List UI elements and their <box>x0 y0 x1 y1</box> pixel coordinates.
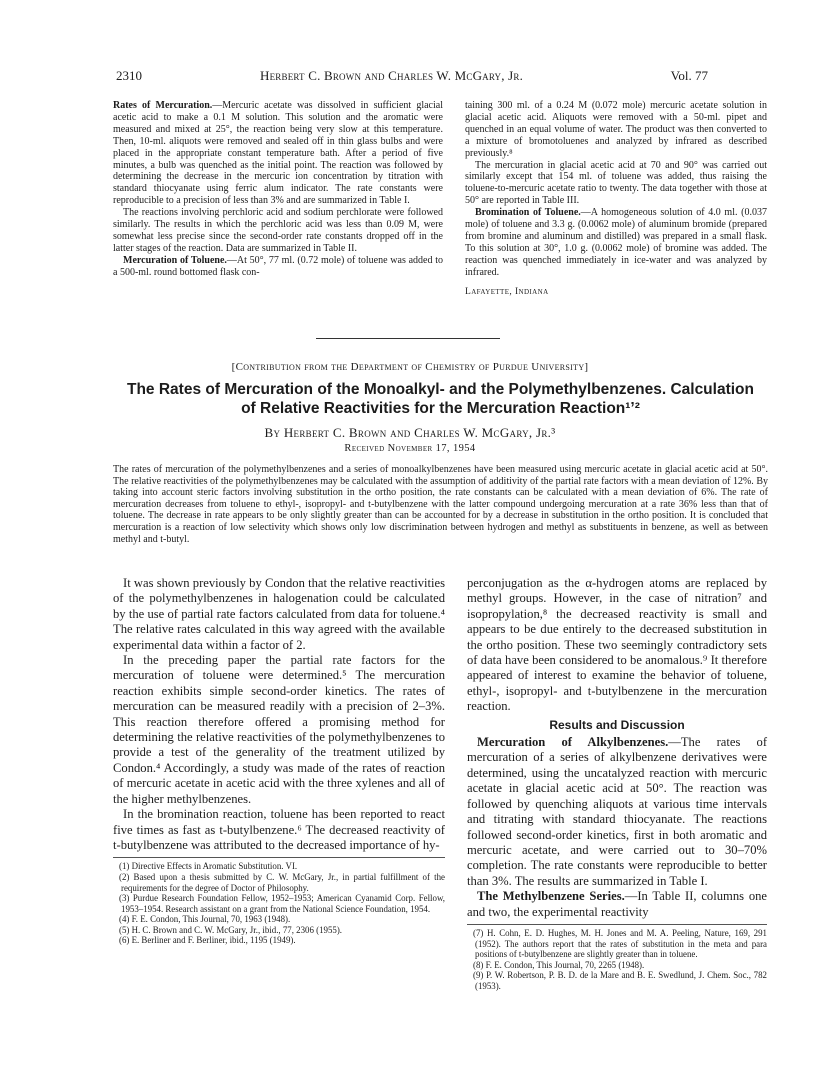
run-in-heading: Rates of Mercuration. <box>113 100 213 111</box>
paragraph <box>467 889 767 920</box>
paragraph-text: —The rates of mercuration of a series of alkylbenzene derivatives were determined, using the uncatalyzed reaction with mercuric acetate in glacial acetic acid at 50°. The reaction was followed by quenching aliquots at various time intervals and titrating with standard thiocyanate. The reactions followed second-order kinetics, first in both aromatic and mercuric acetate, and were carried out to 30–70% completion. The rate constants were reproducible to better than 3%. The results are summarized in Table I. <box>467 735 768 888</box>
previous-article-right-column <box>465 100 767 299</box>
footnote: (8) F. E. Condon, This Journal, 70, 2265 (1948). <box>473 959 645 970</box>
article-title-line: The Rates of Mercuration of the Monoalkyl- and the Polymethylbenzenes. Calculation <box>127 381 754 398</box>
footnote: (2) Based upon a thesis submitted by C. W. McGary, Jr., in partial fulfillment of the requirements for the degree of Doctor of Philosophy. <box>119 871 445 893</box>
paragraph-text: —Mercuric acetate was dissolved in sufficient glacial acetic acid to make a 0.1 M solution. This solution and the aromatic were measured and mixed at 25°, the reaction being very slow at this temperature. Then, 10-ml. aliquots were removed and sealed off in thin glass bulbs and were placed in the appropriate constant temperature bath. After a period of five minutes, a bulb was quenched as the initial point. The reaction was followed by determining the decrease in the mercuric ion concentration by titration with standard thiocyanate using ferric alum indicator. The rate constants were reproducible to a precision of less than 3% and are summarized in Table I. <box>113 100 443 207</box>
paragraph <box>465 160 767 208</box>
paragraph: In the preceding paper the partial rate factors for the mercuration of toluene were determined.⁵ The mercuration reaction exhibits simple second-order kinetics. The rates of mercuration can be measured readily with a precision of 2–3%. This reaction therefore offered a promising method for determining the relative reactivities of the polymethylbenzenes to provide a test of the generality of the treatment utilized by Condon.⁴ Accordingly, a study was made of the rates of reaction of mercuric acetate in acetic acid with the three xylenes and all of the higher methylbenzenes. <box>113 653 445 806</box>
section-divider <box>316 338 500 339</box>
paragraph: In the bromination reaction, toluene has been reported to react five times as fast as t-butylbenzene.⁶ The decreased reactivity of t-butylbenzene was attributed to the decreased importance of hy- <box>113 807 445 852</box>
paragraph-text: The reactions involving perchloric acid and sodium perchlorate were followed similarly. The results in which the perchloric acid was less than 0.09 M, were somewhat less precise since the second-order rate constants dropped off in the latter stages of the reaction. Data are summarized in Table II. <box>113 207 443 254</box>
paragraph <box>113 255 443 279</box>
previous-article-left-column <box>113 100 443 279</box>
footnote-rule <box>467 924 767 925</box>
footnote: (5) H. C. Brown and C. W. McGary, Jr., ibid., 77, 2306 (1955). <box>119 924 343 935</box>
paragraph-text: —In Table II, columns one and two, the experimental reactivity <box>467 889 768 919</box>
body-right-column <box>467 576 767 992</box>
article-title <box>113 380 768 418</box>
footnote: (6) E. Berliner and F. Berliner, ibid., 1195 (1949). <box>119 935 296 946</box>
paragraph-text: The mercuration in glacial acetic acid at 70 and 90° was carried out similarly except that 154 ml. of toluene was added, thus raising the toluene-to-mercuric acetate ratio to twenty. The data together with those at 50° are reported in Table III. <box>465 159 767 207</box>
author-affiliation: Lafayette, Indiana <box>465 286 549 297</box>
running-header-authors: Herbert C. Brown and Charles W. McGary, Jr. <box>260 68 524 83</box>
footnote: (4) F. E. Condon, This Journal, 70, 1963 (1948). <box>119 914 291 925</box>
footnotes-right <box>467 928 767 992</box>
footnotes-left <box>113 861 445 946</box>
section-heading: Results and Discussion <box>549 717 685 732</box>
run-in-heading: Mercuration of Toluene. <box>123 254 227 266</box>
abstract: The rates of mercuration of the polymethylbenzenes and a series of monoalkylbenzenes have been measured using mercuric acetate in glacial acetic acid at 50°. The relative reactivities of the polymethylbenzenes may be calculated with the assumption of additivity of the partial rate factors with a mean deviation of 12%. By taking into account steric factors involving substitution in the ortho position, the rate constants can be calculated with a mean deviation of 6%. The rate of mercuration decreases from toluene to ethyl-, isopropyl- and t-butylbenzene with the latter compound undergoing mercuration at a rate 36% less than that of toluene. The decrease in rate appears to be only slightly greater than can be accounted for by a decrease in substitution in the ortho position. It is concluded that mercuration is a reaction of low selectivity which shows only low discrimination between hydrogen and methyl as substituents in benzene, as well as between methyl and t-butyl. <box>113 464 768 545</box>
article-title-line: of Relative Reactivities for the Mercuration Reaction¹ʼ² <box>241 400 640 417</box>
footnote-rule <box>113 857 445 858</box>
contribution-line: [Contribution from the Department of Chemistry of Purdue University] <box>231 361 589 373</box>
footnote: (1) Directive Effects in Aromatic Substitution. VI. <box>119 861 298 872</box>
page-number: 2310 <box>116 68 142 83</box>
byline: By Herbert C. Brown and Charles W. McGary, Jr.³ <box>264 425 556 440</box>
volume-label: Vol. 77 <box>670 68 708 83</box>
paragraph-text: —At 50°, 77 ml. (0.72 mole) of toluene was added to a 500-ml. round bottomed flask con- <box>113 254 443 278</box>
footnote: (3) Purdue Research Foundation Fellow, 1952–1953; American Cyanamid Corp. Fellow, 1953–1954. Research assistant on a grant from the National Science Foundation, 1954. <box>119 893 445 914</box>
paragraph <box>465 207 767 278</box>
run-in-heading: The Methylbenzene Series. <box>477 889 625 904</box>
paragraph-text: —A homogeneous solution of 4.0 ml. (0.037 mole) of toluene and 3.3 g. (0.0062 mole) of aluminum bromide (prepared from bromine and aluminum and distilled) was prepared in a small flask. To this solution at 30°, 1.0 g. (0.0062 mole) of bromine was added. The reaction was quenched immediately in ice-water and was analyzed by infrared. <box>465 207 767 278</box>
received-date: Received November 17, 1954 <box>344 443 476 454</box>
paragraph <box>467 735 767 889</box>
body-left-column <box>113 576 445 946</box>
footnote: (7) H. Cohn, E. D. Hughes, M. H. Jones and M. A. Peeling, Nature, 169, 291 (1952). The authors report that the rates of substitution in the meta and para positions of t-butylbenzene are slightly greater than in toluene. <box>473 927 767 960</box>
paragraph <box>465 100 767 160</box>
paragraph <box>113 100 443 207</box>
paragraph: perconjugation as the α-hydrogen atoms are replaced by methyl groups. However, in the case of nitration⁷ and isopropylation,⁸ the decreased reactivity is small and appears to be due entirely to the decreased substitution in the ortho position. These two seemingly contradictory sets of data have been considered to be anomalous.⁹ It therefore appeared of interest to examine the behavior of toluene, ethyl-, isopropyl- and t-butylbenzene in the mercuration reaction. <box>467 576 767 714</box>
paragraph: It was shown previously by Condon that the relative reactivities of the polymethylbenzenes in halogenation could be calculated by the use of partial rate factors calculated from data for toluene.⁴ The relative rates calculated in this way agreed with the available experimental data within a factor of 2. <box>113 576 445 652</box>
paragraph-text: taining 300 ml. of a 0.24 M (0.072 mole) mercuric acetate solution in glacial acetic acid. Aliquots were removed with a 50-ml. pipet and quenched in an equal volume of water. The product was then converted to a mixture of bromotoluenes and analyzed by infrared as described previously.⁸ <box>465 100 767 159</box>
run-in-heading: Bromination of Toluene. <box>475 207 581 219</box>
footnote: (9) P. W. Robertson, P. B. D. de la Mare and B. E. Swedlund, J. Chem. Soc., 782 (1953). <box>473 970 767 991</box>
run-in-heading: Mercuration of Alkylbenzenes. <box>477 735 669 750</box>
paragraph <box>113 207 443 255</box>
